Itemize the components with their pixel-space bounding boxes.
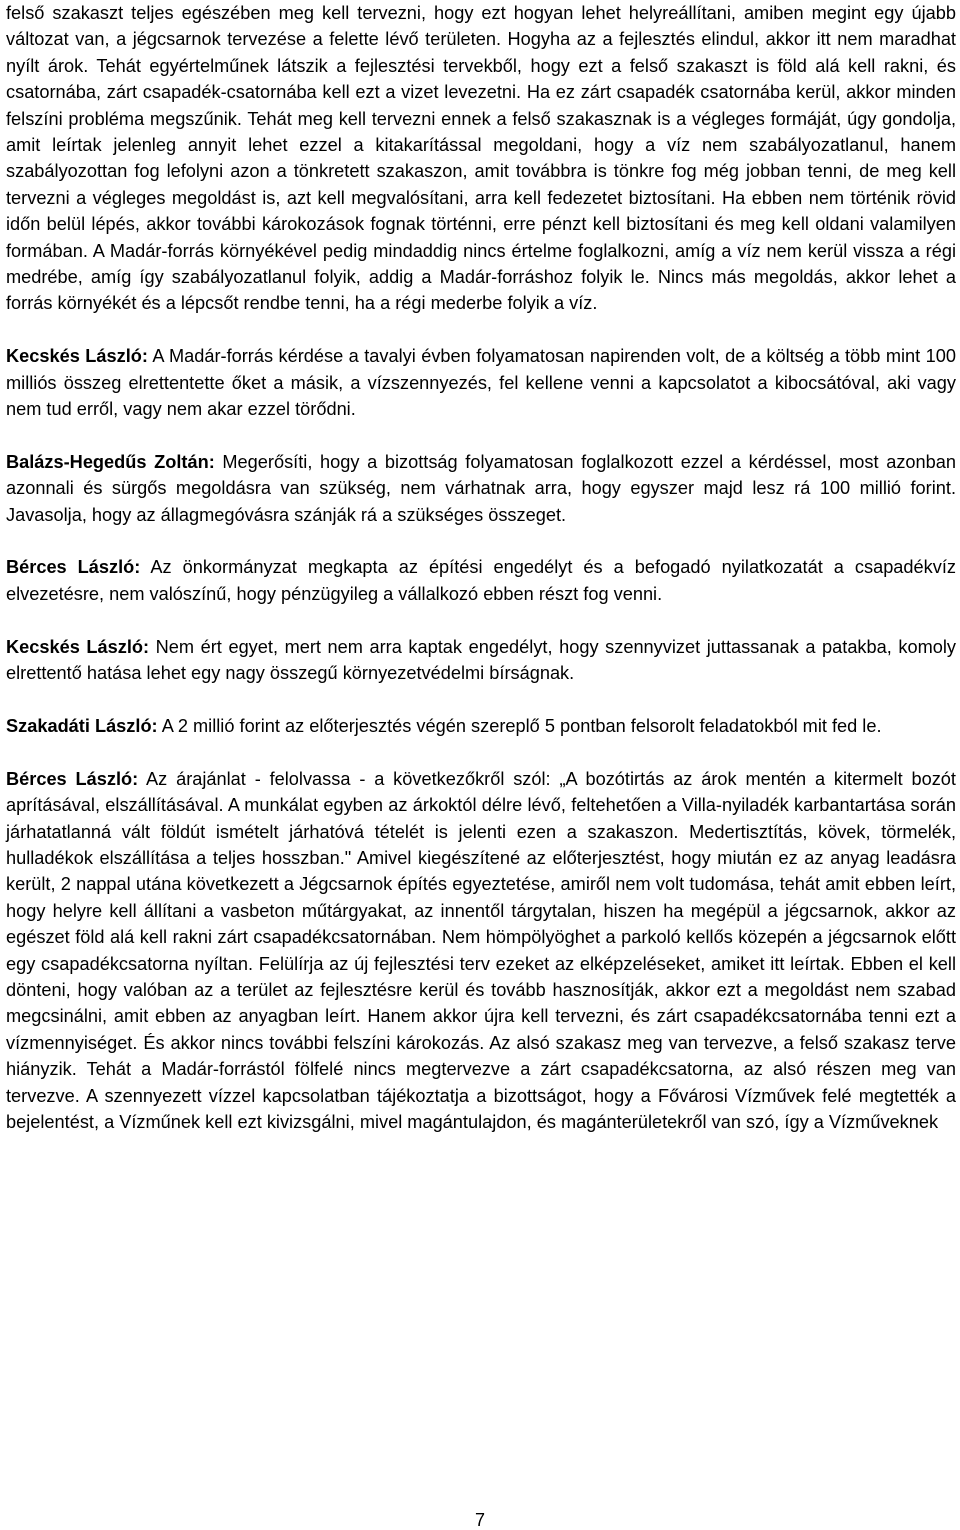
- paragraph-berces-1: [6, 554, 956, 607]
- paragraph-berces-2: [6, 766, 956, 1136]
- speaker-name: Bérces László:: [6, 557, 141, 578]
- speaker-name: Kecskés László:: [6, 636, 150, 657]
- paragraph-kecskes-2: [6, 634, 956, 687]
- paragraph-text: A 2 millió forint az előterjesztés végén szereplő 5 pontban felsorolt feladatokból mit fed le.: [161, 715, 882, 736]
- document-page: [6, 0, 956, 1135]
- speaker-name: Bérces László:: [6, 768, 139, 789]
- paragraph-kecskes-1: [6, 343, 956, 422]
- paragraph-text: felső szakaszt teljes egészében meg kell tervezni, hogy ezt hogyan lehet helyreállítani, amiben megint egy újabb változat van, a jégcsarnok tervezése a felette lévő területen. Hogyha az a fejlesztés elindul, akkor itt nem maradhat nyílt árok. Tehát egyértelműnek látszik a fejlesztési tervekből, hogy ezt a felső szakaszt is föld alá kell rakni, és csatornába, zárt csapadék-csatornába kell ezt a vizet levezetni. Ha ez zárt csapadék csatornába kerül, akkor minden felszíni probléma megszűnik. Tehát meg kell tervezni ennek a felső szakasznak is a végleges formáját, úgy gondolja, amit leírtak jelenleg annyit lehet ezzel a kitakarítással megoldani, hogy a víz nem szabályozatlanul, hanem szabályozottan fog lefolyni azon a tönkretett szakaszon, amit továbbra is tönkre fog még jobban tenni, de meg kell tervezni a végleges megoldást is, azt kell megvalósítani, arra kell fedezetet biztosítani. Ha ebben nem történik rövid időn belül lépés, akkor további károkozások fognak történni, erre pénzt kell biztosítani és meg kell oldani valamilyen formában. A Madár-forrás környékével pedig mindaddig nincs értelme foglalkozni, amíg a víz nem kerül vissza a régi medrébe, amíg így szabályozatlanul folyik, addig a Madár-forráshoz folyik le. Nincs más megoldás, akkor lehet a forrás környékét és a lépcsőt rendbe tenni, ha a régi mederbe folyik a víz.: [6, 3, 956, 314]
- paragraph-text: A Madár-forrás kérdése a tavalyi évben folyamatosan napirenden volt, de a költség a több mint 100 milliós összeg elrettentette őket a másik, a vízszennyezés, fel kellene venni a kapcsolatot a kibocsátóval, aki vagy nem tud erről, vagy nem akar ezzel törődni.: [6, 346, 957, 420]
- speaker-name: Szakadáti László:: [6, 715, 158, 736]
- paragraph-szakadati: [6, 713, 956, 739]
- paragraph-text: Megerősíti, hogy a bizottság folyamatosan foglalkozott ezzel a kérdéssel, most azonban azonnali és sürgős megoldásra van szükség, nem várhatnak arra, hogy egyszer majd lesz rá 100 millió forint. Javasolja, hogy az állagmegóvásra szánják rá a szükséges összeget.: [6, 451, 956, 525]
- paragraph-continuation: [6, 0, 956, 317]
- paragraph-text: Az önkormányzat megkapta az építési engedélyt és a befogadó nyilatkozatát a csapadékvíz elvezetésre, nem valószínű, hogy pénzügyileg a vállalkozó ebben részt fog venni.: [6, 557, 956, 604]
- paragraph-balazs-hegedus: [6, 449, 956, 528]
- paragraph-text: Az árajánlat - felolvassa - a következőkről szól: „A bozótirtás az árok mentén a kitermelt bozót aprításával, elszállításával. A munkálat egyben az árkoktól délre lévő, feltehetően a Villa-nyiladék karbantartása során járhatatlanná vált földút ismételt járhatóvá tételét is jelenti ezen a szakaszon. Medertisztítás, kövek, törmelék, hulladékok elszállítása a teljes hosszban." Amivel kiegészítené az előterjesztést, hogy miután ez az anyag leadásra került, 2 nappal utána következett a Jégcsarnok építés egyeztetése, amiről nem volt tudomása, tehát amit ebben leírt, hogy helyre kell állítani a vasbeton műtárgyakat, az innentől tárgytalan, hiszen ha megépül a jégcsarnok, akkor az egészet föld alá kell rakni zárt csapadékcsatornában. Nem hömpölyöghet a parkoló kellős közepén a jégcsarnok előtt egy csapadékcsatorna nyíltan. Felülírja az új fejlesztési terv ezeket az elképzeléseket, amiket itt leírtak. Ebben el kell dönteni, hogy valóban az a terület az fejlesztésre kerül és tovább hasznosítják, akkor ezt a megoldást nem szabad megcsinálni, amit ebben az anyagban leírt. Hanem akkor újra kell tervezni, és zárt csapadékcsatornába tenni ezt a vízmennyiséget. És akkor nincs további felszíni károkozás. Az alsó szakasz meg van tervezve, a felső szakasz terve hiányzik. Tehát a Madár-forrástól fölfelé nincs megtervezve a zárt csapadékcsatorna, az alsó részen meg van tervezve. A szennyezett vízzel kapcsolatban tájékoztatja a bizottságot, hogy a Fővárosi Vízművek felé megtették a bejelentést, a Vízműnek kell ezt kivizsgálni, mivel magántulajdon, és magánterületekről van szó, így a Vízműveknek: [6, 768, 956, 1132]
- speaker-name: Kecskés László:: [6, 346, 148, 367]
- speaker-name: Balázs-Hegedűs Zoltán:: [6, 451, 215, 472]
- page-number: 7: [474, 1510, 485, 1530]
- paragraph-text: Nem ért egyet, mert nem arra kaptak engedélyt, hogy szennyvizet juttassanak a patakba, komoly elrettentő hatása lehet egy nagy összegű környezetvédelmi bírságnak.: [6, 636, 956, 684]
